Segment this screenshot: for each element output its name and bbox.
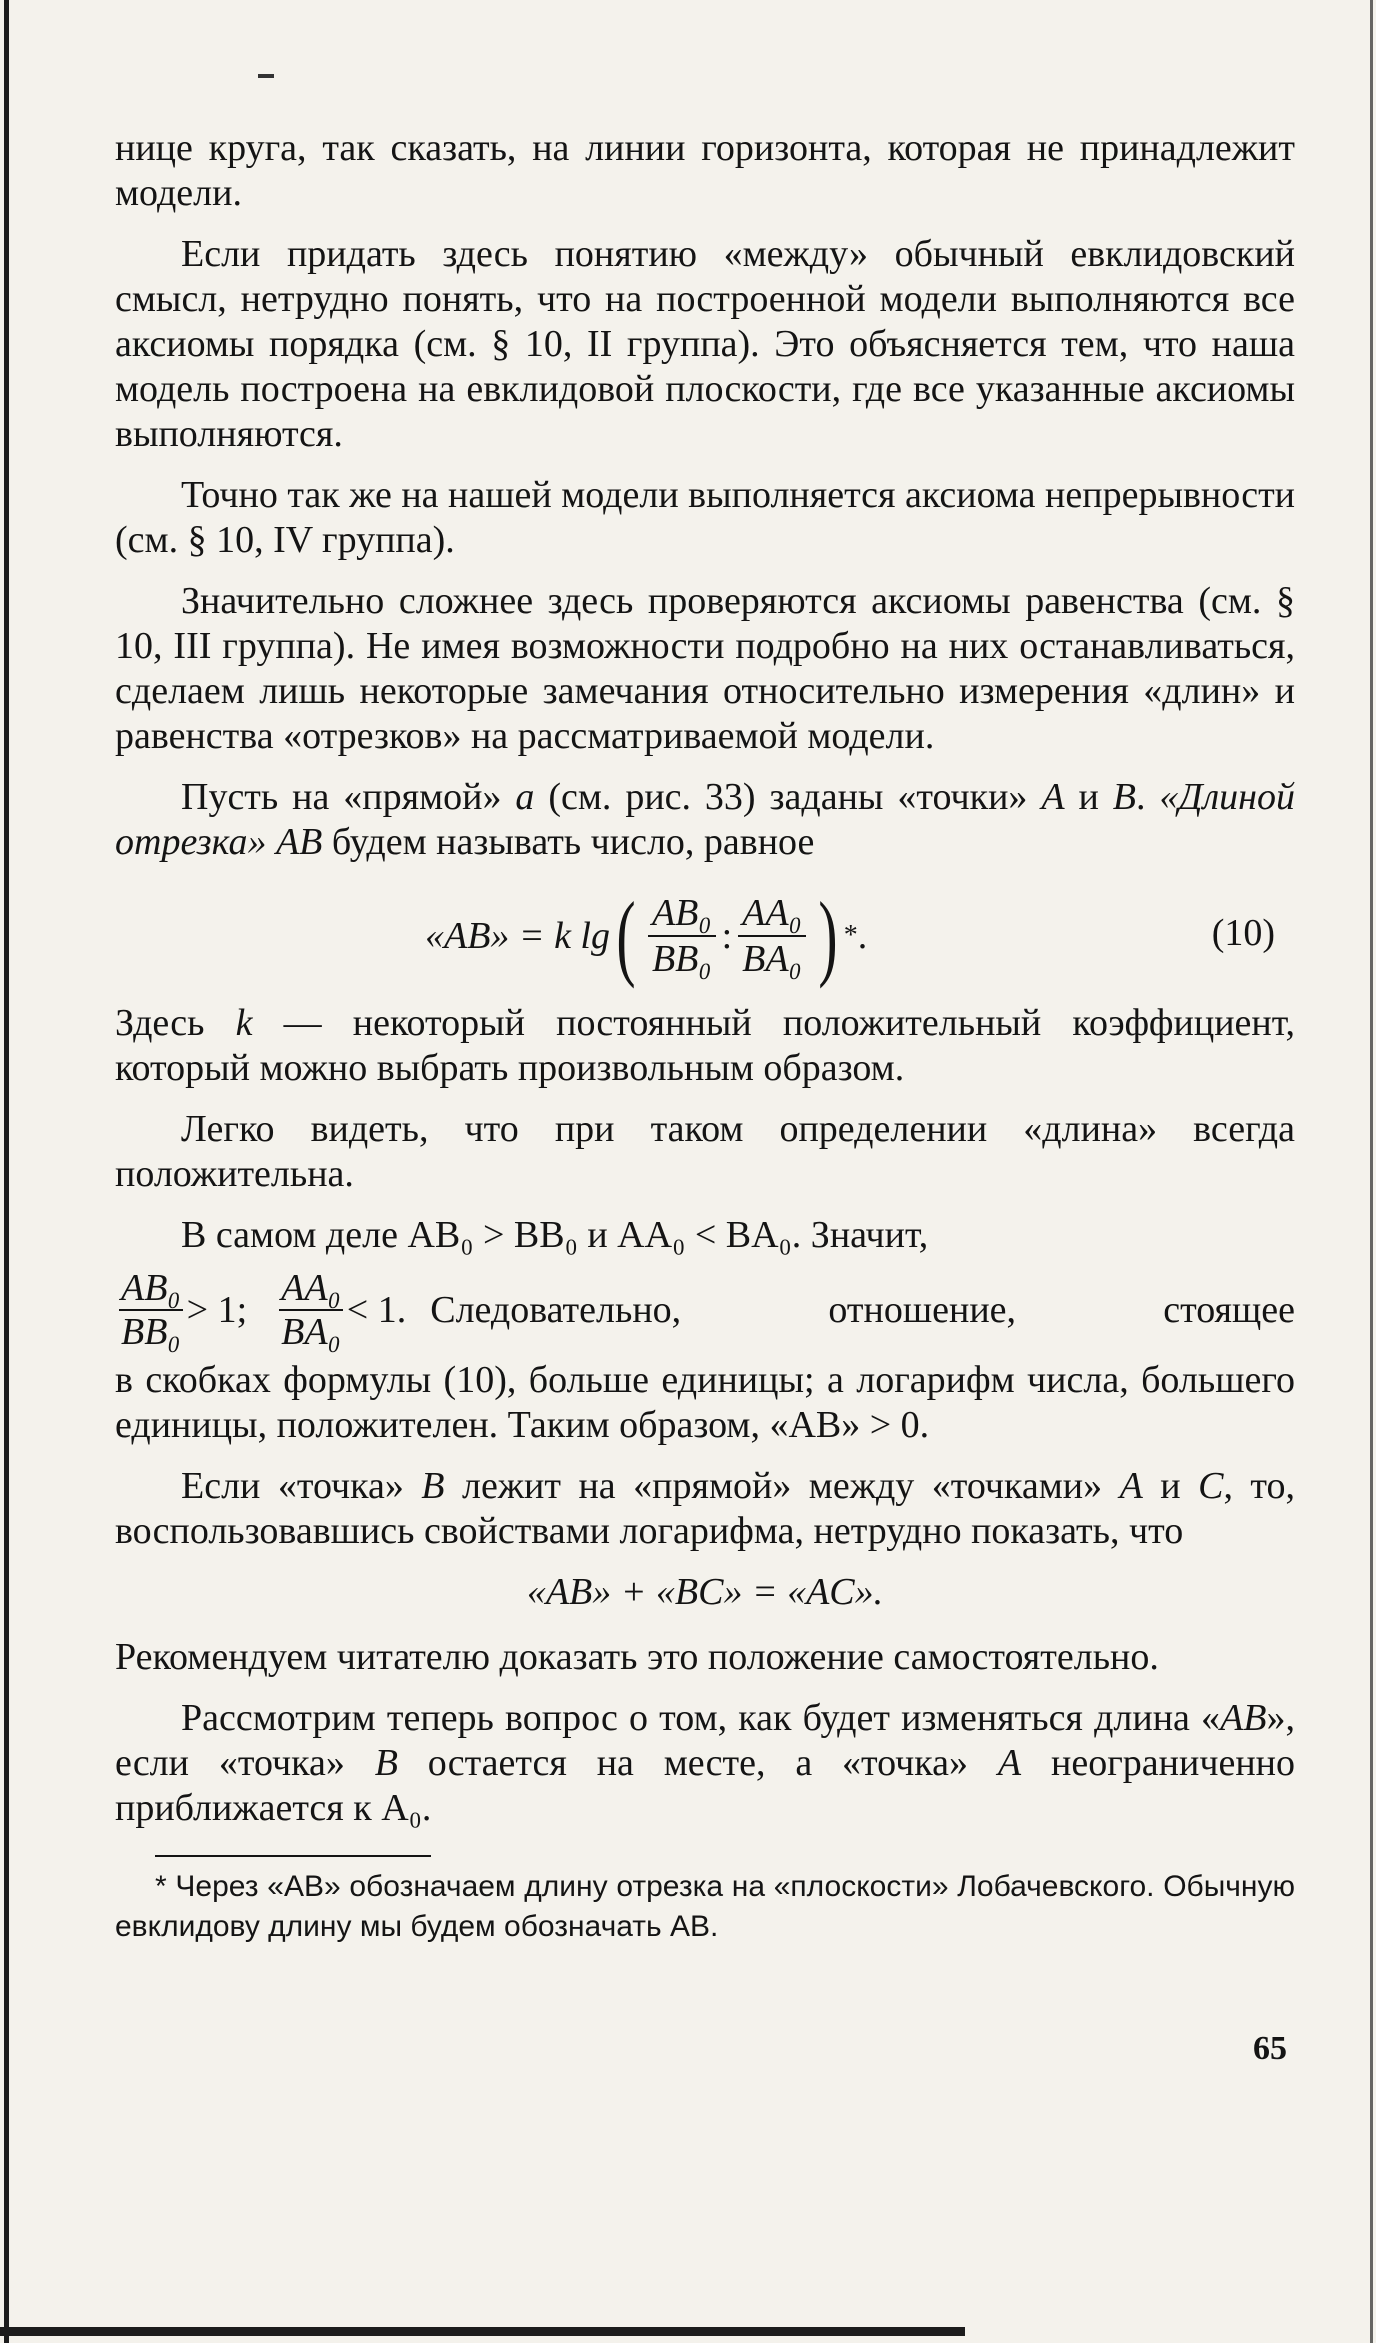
formula-lhs: «AB» = k lg [425,914,610,957]
p12-text-a: Рассмотрим теперь вопрос о том, как будет изменяться длина « [181,1697,1221,1739]
fraction-2-denominator: BA₀ [742,938,802,980]
inline-fraction-2-numerator: AA₀ [281,1267,341,1309]
p6-text-b: — некоторый постоянный положительный коэффициент, который можно выбрать произвольным образом. [115,1002,1295,1089]
paragraph-1: нице круга, так сказать, на линии горизонта, которая не принадлежит модели. [115,127,1295,214]
paragraph-7: Легко видеть, что при таком определении «длина» всегда положительна. [115,1108,1295,1195]
paragraph-8a: В самом деле AB₀ > BB₀ и AA₀ < BA₀. Значит, [181,1214,929,1256]
formula-10-body: «AB» = k lg ( $\frac{\text{AB₀}}{\text{BB₀}}$ : $\frac{\text{AA₀}}{\text{BA₀}}$ ) * . [425,882,868,989]
inline-fraction-1 [119,1267,183,1353]
main-text [115,126,1295,1963]
p10-var-B: B [421,1465,445,1507]
p10-var-A: A [1119,1465,1143,1507]
paragraph-5 [115,775,1295,865]
formula-fraction-1 [648,891,716,981]
p10-text-b: лежит на «прямой» между «точками» [444,1465,1120,1507]
paragraph-4: Значительно сложнее здесь проверяются аксиомы равенства (см. § 10, III группа). Не имея возможности подробно на них останавливаться, сделаем лишь некоторые замечания относительно измерения «длин» и равенства «отрезков» на рассматриваемой модели. [115,580,1295,757]
footnote-rule [155,1855,431,1857]
paragraph-9: в скобках формулы (10), больше единицы; а логарифм числа, большего единицы, положителен. Таким образом, «AB» > 0. [115,1359,1295,1446]
paragraph-12 [115,1696,1295,1831]
p10-text-c: и [1142,1465,1199,1507]
sum-equation: «AB» + «BC» = «AC». [526,1571,884,1613]
inline-fraction-2 [279,1267,343,1353]
inline-fraction-2-denominator: BA₀ [281,1311,341,1353]
p12-text-b: », если «точка» [115,1697,1295,1784]
p5-var-A: A [1041,776,1065,818]
inline-fraction-2-relation: < 1. [346,1288,407,1331]
p5-text-c: и [1064,776,1113,818]
inline-fraction-line [115,1262,1295,1358]
formula-fraction-2 [738,891,806,981]
scan-edge-bottom [0,2327,965,2336]
page-number: 65 [1253,2030,1287,2067]
inline-fraction-1-relation: > 1; [186,1288,248,1331]
p12-text-c: остается на месте, а «точка» [397,1742,998,1784]
p5-term: «Длиной отрезка» AB [115,776,1295,863]
p5-var-B: B [1112,776,1136,818]
scan-edge-left [4,0,9,2343]
scan-mark-top [258,74,274,78]
p5-text-e: будем называть число, равное [322,821,815,863]
paragraph-2: Если придать здесь понятию «между» обычный евклидовский смысл, нетрудно понять, что на построенной модели выполняются все аксиомы порядка (см. § 10, II группа). Это объясняется тем, что наша модель построена на евклидовой плоскости, где все указанные аксиомы выполняются. [115,233,1295,455]
formula-dot: . [857,914,868,957]
fraction-2-numerator: AA₀ [738,891,806,937]
p5-text-b: (см. рис. 33) заданы «точки» [534,776,1042,818]
p12-var-AB: AB [1220,1697,1267,1739]
formula-10 [115,881,1295,991]
scan-edge-right [1370,0,1373,2343]
p10-text-d: , то, воспользовавшись свойствами логарифма, нетрудно показать, что [115,1465,1296,1552]
p5-text-d: . [1135,776,1160,818]
right-paren: ) [818,882,838,989]
paragraph-8b: Следовательно, отношение, стоящее [430,1288,1295,1331]
p10-var-C: C [1198,1465,1224,1507]
inline-fraction-1-numerator: AB₀ [121,1267,181,1309]
fraction-1-denominator: BB₀ [651,938,712,980]
p10-text-a: Если «точка» [181,1465,422,1507]
p12-var-B: B [374,1742,398,1784]
p5-var-a: a [515,776,535,818]
paragraph-6 [115,1001,1295,1091]
inline-fraction-1-denominator: BB₀ [121,1311,181,1353]
fraction-1-numerator: AB₀ [648,891,716,937]
paragraph-11: Рекомендуем читателю доказать это положение самостоятельно. [115,1636,1159,1678]
p5-text-a: Пусть на «прямой» [181,776,516,818]
p6-text-a: Здесь [115,1002,236,1044]
p12-var-A: A [997,1742,1022,1784]
p12-text-d: неограниченно приближается к A₀. [115,1742,1295,1829]
p6-var-k: k [235,1002,253,1044]
left-paren: ( [616,882,636,989]
formula-operator: : [721,914,733,957]
paragraph-3: Точно так же на нашей модели выполняется аксиома непрерывности (см. § 10, IV группа). [115,474,1296,561]
footnote: * Через «AB» обозначаем длину отрезка на «плоскости» Лобачевского. Обычную евклидову длину мы будем обозначать AB. [115,1870,1295,1943]
equation-number: (10) [1211,912,1275,954]
paragraph-10 [115,1464,1295,1554]
